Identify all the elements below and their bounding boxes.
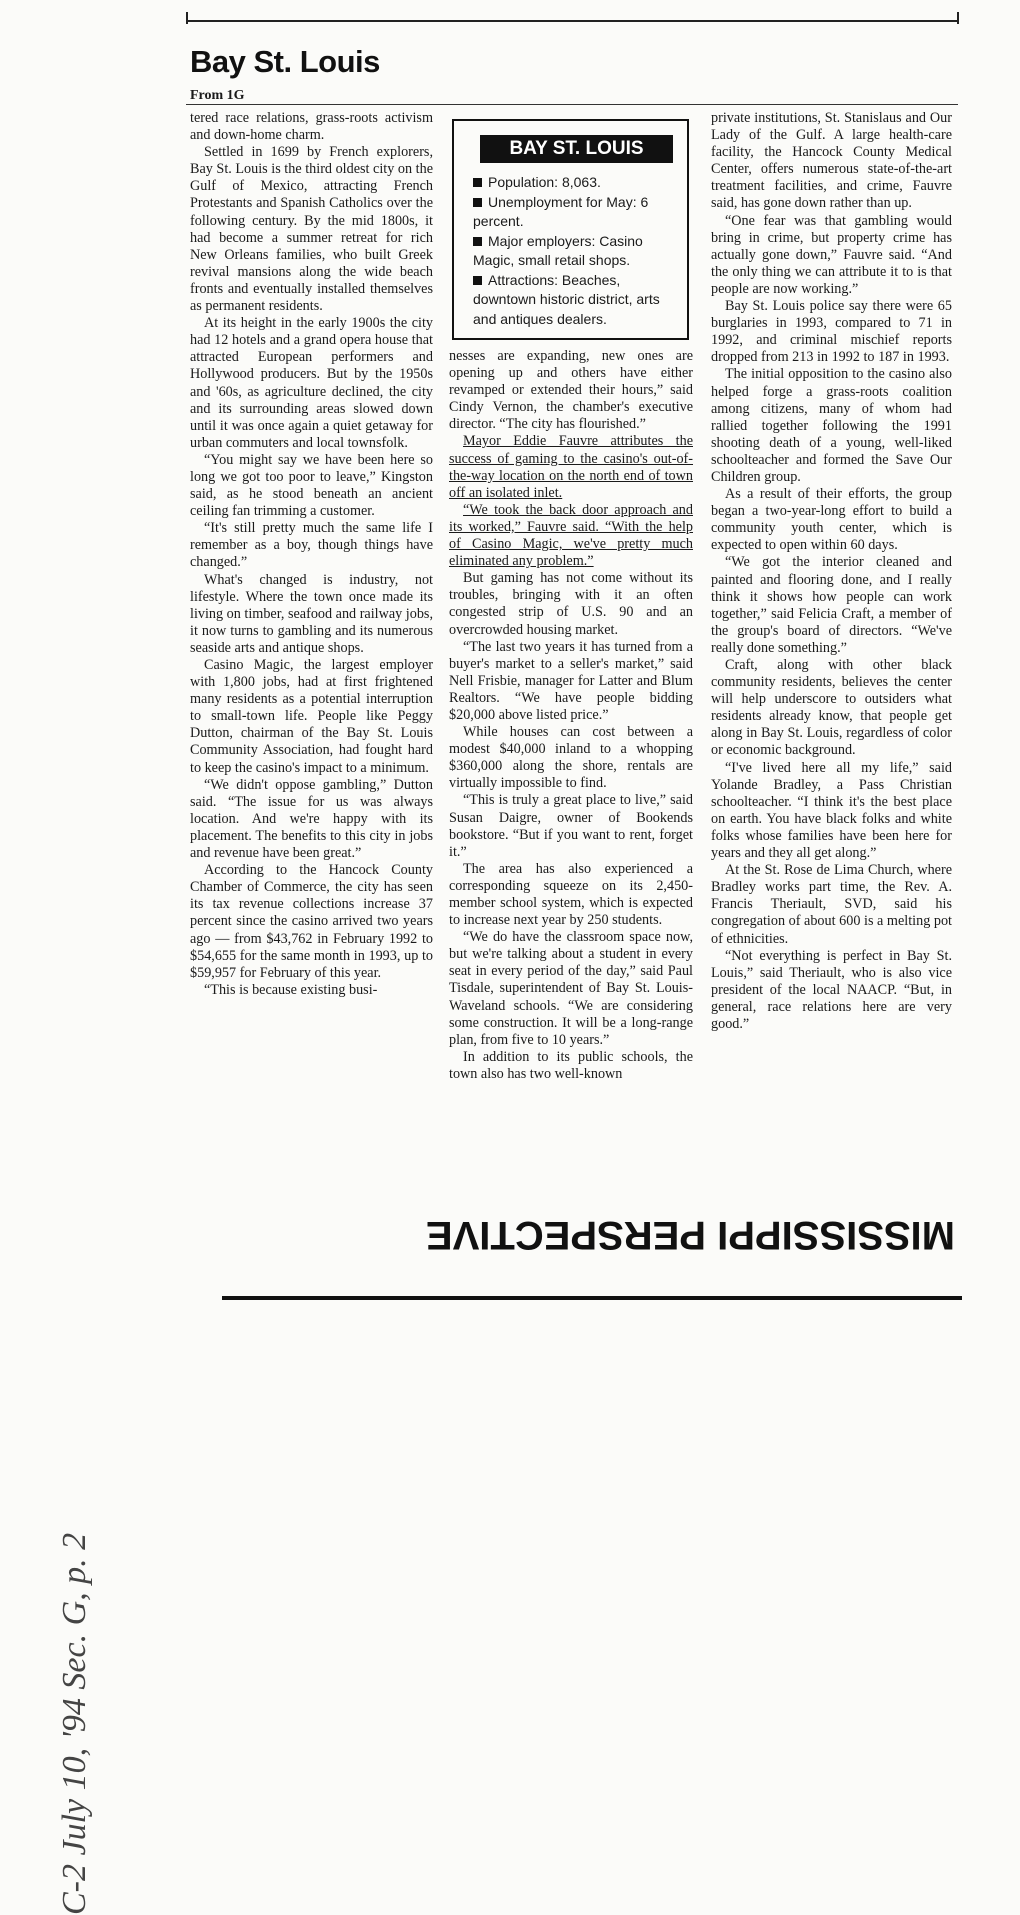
paragraph: Settled in 1699 by French explorers, Bay St. Louis is the third oldest city on the Gulf of Mexico, attracting French Protestants and Spanish Catholics over the following century. By the mid 1800s, it had become a summer retreat for rich New Orleans families, who built Greek revival mansions along the wide beach fronts and eventually installed themselves as permanent residents.	[190, 144, 433, 315]
bullet-square-icon	[473, 178, 482, 187]
paragraph: In addition to its public schools, the town also has two well-known	[449, 1048, 693, 1082]
paragraph: private institutions, St. Stanislaus and Our Lady of the Gulf. A large health-care facility, the Hancock County Medical Center, offers numerous state-of-the-art treatment facilities, and crime, Fauvre said, has gone down rather than up.	[711, 110, 952, 212]
paragraph: “It's still pretty much the same life I remember as a boy, though things have changed.”	[190, 520, 433, 571]
top-rule	[186, 20, 958, 22]
paragraph: nesses are expanding, new ones are opening up and others have either revamped or extended their hours,” said Cindy Vernon, the chamber's executive director. “The city has flourished.”	[449, 348, 693, 433]
footer-rule	[222, 1296, 962, 1300]
paragraph: Casino Magic, the largest employer with 1,800 jobs, had at first frightened many residents as a potential interruption to small-town life. People like Peggy Dutton, chairman of the Bay St. Louis Community Association, had fought hard to keep the casino's impact to a minimum.	[190, 657, 433, 776]
fact-item: Major employers: Casino Magic, small retail shops.	[473, 232, 643, 268]
paragraph: “You might say we have been here so long we got too poor to leave,” Kingston said, as he stood beneath an ancient ceiling fan trimming a customer.	[190, 451, 433, 520]
paragraph-underlined: Mayor Eddie Fauvre attributes the success of gaming to the casino's out-of-the-way location on the north end of town off an isolated inlet.	[449, 433, 693, 501]
fact-box-list	[473, 173, 683, 329]
paragraph: Craft, along with other black community residents, believes the center will help underscore to outsiders what residents already know, that people get along in Bay St. Louis, regardless of color or economic background.	[711, 657, 952, 759]
paragraph: “This is because existing busi-	[204, 981, 378, 998]
section-banner-text: MISSISSIPPI PERSPECTIVE	[425, 1213, 955, 1257]
bullet-square-icon	[473, 237, 482, 246]
section-banner	[380, 1212, 955, 1258]
paragraph: tered race relations, grass-roots activism and down-home charm.	[190, 110, 433, 144]
paragraph: “We didn't oppose gambling,” Dutton said. “The issue for us was always location. And we're happy with its placement. The benefits to this city in jobs and revenue have been great.”	[190, 776, 433, 862]
fact-item: Attractions: Beaches, downtown historic district, arts and antiques dealers.	[473, 271, 660, 327]
paragraph: “Not everything is perfect in Bay St. Louis,” said Theriault, who is also vice president of the local NAACP. “But, in general, race relations here are very good.”	[711, 947, 952, 1032]
continued-from-label: From 1G	[190, 88, 245, 103]
paragraph: The area has also experienced a corresponding squeeze on its 2,450-member school system, which is expected to increase next year by 250 students.	[449, 860, 693, 929]
article-column-2	[449, 348, 693, 1083]
headline: Bay St. Louis	[190, 44, 380, 79]
bullet-square-icon	[473, 198, 482, 207]
article-column-1	[190, 110, 433, 999]
paragraph: “The last two years it has turned from a buyer's market to a seller's market,” said Nell Frisbie, manager for Latter and Blum Realtors. “We have people bidding $20,000 above listed price.”	[449, 638, 693, 723]
fact-item: Population: 8,063.	[473, 173, 683, 193]
paragraph: “I've lived here all my life,” said Yolande Bradley, a Pass Christian schoolteacher. “I think it's the best place on earth. You have black folks and white folks whose families have been here for years and they all get along.”	[711, 759, 952, 862]
paragraph: “We do have the classroom space now, but we're talking about a student in every seat in every period of the day,” said Paul Tisdale, superintendent of Bay St. Louis-Waveland schools. “We are considering some construction. It will be a long-range plan, from five to 10 years.”	[449, 929, 693, 1048]
top-rule-left-tick	[186, 12, 188, 24]
paragraph: According to the Hancock County Chamber of Commerce, the city has seen its tax revenue collections increase 37 percent since the casino arrived two years ago — from $43,762 in February 1992 to $54,655 for the same month in 1993, up to $59,957 for February of this year.	[190, 862, 433, 981]
paragraph: As a result of their efforts, the group began a two-year-long effort to build a community youth center, which is expected to open within 60 days.	[711, 486, 952, 554]
fact-box	[452, 119, 689, 340]
paragraph: “This is truly a great place to live,” said Susan Daigre, owner of Bookends bookstore. “But if you want to rent, forget it.”	[449, 792, 693, 860]
paragraph: “One fear was that gambling would bring in crime, but property crime has actually gone down,” Fauvre said. “And the only thing we can attribute it to is that people are now working.”	[711, 212, 952, 297]
top-rule-right-tick	[957, 12, 959, 24]
paragraph: Bay St. Louis police say there were 65 burglaries in 1993, compared to 71 in 1992, and criminal mischief reports dropped from 213 in 1992 to 187 in 1993.	[711, 298, 952, 366]
paragraph: At the St. Rose de Lima Church, where Bradley works part time, the Rev. A. Francis Theriault, SVD, said his congregation of about 600 is a melting pot of ethnicities.	[711, 862, 952, 947]
paragraph: At its height in the early 1900s the city had 12 hotels and a grand opera house that attracted European performers and Hollywood producers. But by the 1950s and '60s, as agriculture declined, the city and its surrounding areas slowed down until it was once again a quiet getaway for urban commuters and local townsfolk.	[190, 315, 433, 451]
bullet-square-icon	[473, 276, 482, 285]
fact-item: Unemployment for May: 6 percent.	[473, 193, 649, 229]
paragraph: “We got the interior cleaned and painted and flooring done, and I really think it shows how people can work together,” said Felicia Craft, a member of the group's board of directors. “We've really done something.”	[711, 554, 952, 656]
handwritten-date-note: C-2 July 10, '94 Sec. G, p. 2	[56, 1532, 93, 1915]
header-rule	[186, 104, 958, 105]
paragraph-underlined: “We took the back door approach and its worked,” Fauvre said. “With the help of Casino Magic, we've pretty much eliminated any problem.”	[449, 501, 693, 570]
paragraph: While houses can cost between a modest $40,000 inland to a whopping $360,000 along the shore, rentals are virtually impossible to find.	[449, 724, 693, 792]
paragraph: The initial opposition to the casino also helped forge a grass-roots coalition among citizens, many of whom had rallied together following the 1991 shooting death of a young, well-liked schoolteacher and formed the Save Our Children group.	[711, 366, 952, 485]
paragraph: But gaming has not come without its troubles, bringing with it an often congested strip of U.S. 90 and an overcrowded housing market.	[449, 570, 693, 638]
article-column-3	[711, 110, 952, 1033]
paragraph: What's changed is industry, not lifestyle. Where the town once made its living on timber, seafood and railway jobs, it now turns to gambling and its numerous seaside arts and antique shops.	[190, 571, 433, 656]
fact-box-title: BAY ST. LOUIS	[480, 135, 673, 163]
